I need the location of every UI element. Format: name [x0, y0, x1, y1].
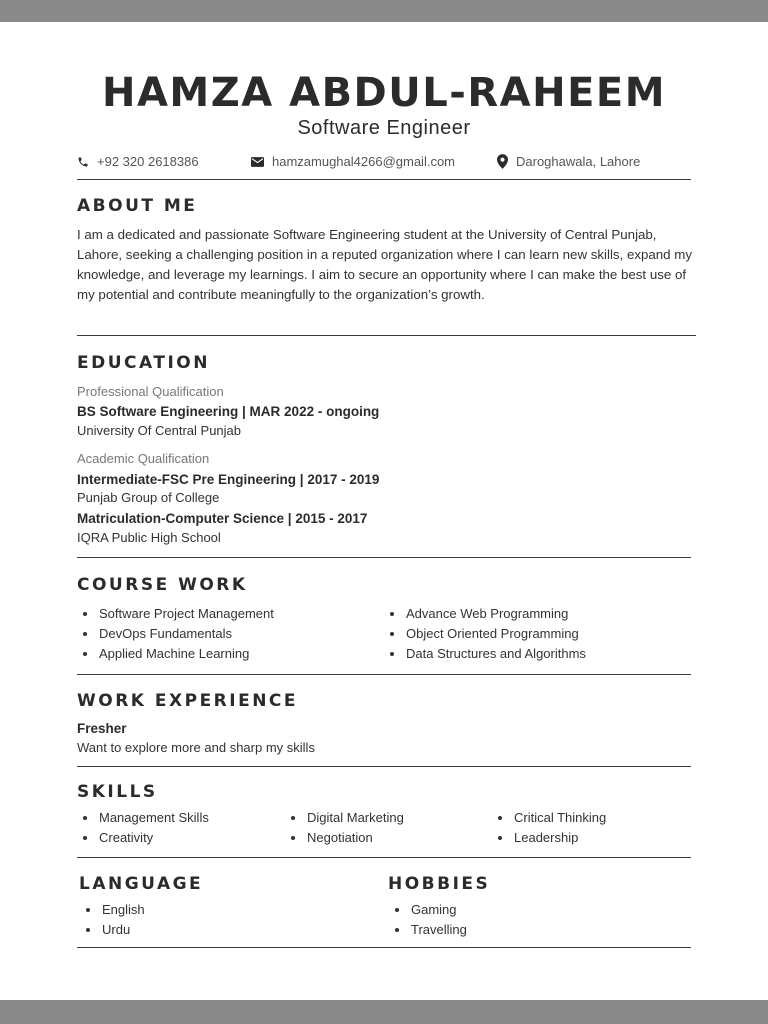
work-heading: WORK EXPERIENCE	[77, 691, 299, 711]
location-pin-icon	[497, 154, 508, 169]
email-text[interactable]: hamzamughal4266@gmail.com	[272, 154, 456, 169]
contact-phone	[77, 154, 199, 169]
list-item: • Digital Marketing	[306, 808, 404, 828]
work-desc: Want to explore more and sharp my skills	[77, 740, 315, 755]
bs-title: BS Software Engineering | MAR 2022 - ongoing	[77, 404, 380, 419]
academic-label: Academic Qualification	[77, 451, 210, 466]
matric-title: Matriculation-Computer Science | 2015 - 2017	[77, 511, 368, 526]
fsc-school: Punjab Group of College	[77, 490, 220, 505]
phone-icon	[77, 156, 89, 168]
about-text: I am a dedicated and passionate Software Engineering student at the University of Central Punjab, Lahore, seeking a challenging position in a reputed organization where I can learn new skills, expand my knowledge, and leverage my learnings. I aim to secure an opportunity where I can make the best use of my potential and contribute meaningfully to the organization’s growth.	[77, 227, 692, 302]
divider	[77, 674, 691, 675]
location-text: Daroghawala, Lahore	[516, 154, 641, 169]
work-role: Fresher	[77, 721, 127, 736]
list-item: • Management Skills	[98, 808, 209, 828]
coursework-list-left	[77, 604, 274, 664]
contact-email	[251, 154, 455, 169]
divider	[77, 179, 691, 180]
hobbies-list	[389, 900, 467, 940]
education-heading: EDUCATION	[77, 353, 210, 373]
list-item: • Urdu	[101, 920, 145, 940]
list-item: • English	[101, 900, 145, 920]
language-heading: LANGUAGE	[79, 874, 204, 894]
list-item: • Creativity	[98, 828, 209, 848]
list-item: • Leadership	[513, 828, 606, 848]
divider	[77, 557, 691, 558]
list-item: • Negotiation	[306, 828, 404, 848]
coursework-heading: COURSE WORK	[77, 575, 248, 595]
skills-heading: SKILLS	[77, 782, 158, 802]
hobbies-heading: HOBBIES	[388, 874, 491, 894]
contact-location	[497, 154, 640, 169]
list-item: • Advance Web Programming	[405, 604, 586, 624]
divider	[77, 335, 696, 336]
list-item: • Critical Thinking	[513, 808, 606, 828]
list-item: • Software Project Management	[98, 604, 274, 624]
list-item: • Gaming	[410, 900, 467, 920]
language-list	[80, 900, 145, 940]
divider	[77, 766, 691, 767]
matric-school: IQRA Public High School	[77, 530, 221, 545]
list-item: • Travelling	[410, 920, 467, 940]
candidate-name: HAMZA ABDUL-RAHEEM	[101, 70, 667, 116]
skills-col-3	[492, 808, 606, 848]
top-bar	[0, 0, 768, 22]
job-title: Software Engineer	[297, 117, 471, 139]
list-item: • Data Structures and Algorithms	[405, 644, 586, 664]
list-item: • Applied Machine Learning	[98, 644, 274, 664]
skills-col-2	[285, 808, 404, 848]
list-item: • DevOps Fundamentals	[98, 624, 274, 644]
bottom-bar	[0, 1000, 768, 1024]
coursework-list-right	[384, 604, 586, 664]
about-heading: ABOUT ME	[77, 196, 198, 216]
mail-icon	[251, 157, 264, 167]
fsc-title: Intermediate-FSC Pre Engineering | 2017 - 2019	[77, 472, 380, 487]
list-item: • Object Oriented Programming	[405, 624, 586, 644]
skills-col-1	[77, 808, 209, 848]
bs-school: University Of Central Punjab	[77, 423, 242, 438]
divider	[77, 947, 691, 948]
phone-text: +92 320 2618386	[97, 154, 199, 169]
professional-label: Professional Qualification	[77, 384, 224, 399]
divider	[77, 857, 691, 858]
